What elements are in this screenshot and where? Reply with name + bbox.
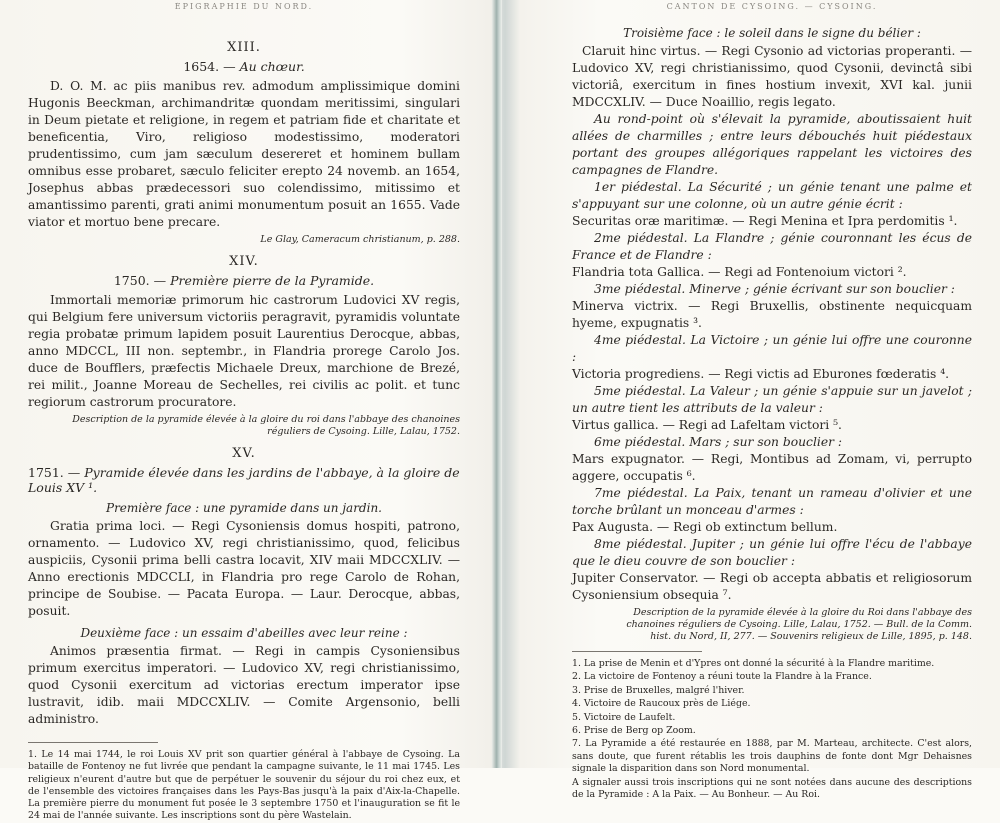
right-footnote-7: 7. La Pyramide a été restaurée en 1888, par M. Marteau, architecte. C'est alors, sans doute, que furent rétablis les trois dauphins de fonte dont Mgr Dehaisnes signale la disparition dans son Nord monumental. (572, 738, 972, 775)
second-face-text: Animos præsentia firmat. — Regi in campis Cysoniensibus primum exercitus imperatori. — Ludovico XV, regi christianissimo, quod Cysonii exercitum ad victorias erectum imperator ipse lustravit, idib. maii MDCCXLIV. — Comite Argensonio, belli administro. (28, 644, 460, 726)
third-face-title: Troisième face : le soleil dans le signe du bélier : (623, 26, 921, 40)
pedestal-6-description: 6me piédestal. Mars ; sur son bouclier : (594, 435, 843, 449)
right-page (572, 0, 972, 801)
pedestal-3-inscription: Minerva victrix. — Regi Bruxellis, obstinente nequicquam hyeme, expugnatis ³. (572, 299, 972, 330)
section-xiii-heading (28, 59, 460, 74)
pedestal-4-description: 4me piédestal. La Victoire ; un génie lui offre une couronne : (572, 333, 972, 364)
section-xv-date: 1751. (28, 465, 64, 480)
right-footnote-extra: A signaler aussi trois inscriptions qui ne sont notées dans aucune des descriptions de la Pyramide : A la Paix. — Au Bonheur. — Au Roi. (572, 776, 972, 801)
section-xiv-text: Immortali memoriæ primorum hic castrorum Ludovici XV regis, qui Belgium fere universum victoriis peragravit, pyramidis voluntate regia probatæ primum lapidem posuit Laurentius Derocque, abbas, anno MDCCL, III non. septembr., in Flandria prorege Carolo Jos. duce de Boufflers, præfectis Michaele Dreux, marchione de Brezé, rei milit., Joanne Moreau de Sechelles, rei civilis ac polit. et tunc regiorum castrorum procuratore. (28, 293, 460, 409)
pedestal-4-inscription: Victoria progrediens. — Regi victis ad Eburones fœderatis ⁴. (572, 367, 950, 381)
right-footnote-5: 5. Victoire de Laufelt. (572, 711, 676, 723)
left-footnote-rule (28, 742, 158, 743)
section-xv-heading (28, 465, 460, 495)
pedestal-1-description: 1er piédestal. La Sécurité ; un génie tenant une palme et s'appuyant sur une colonne, où un autre génie écrit : (572, 180, 972, 211)
right-footnote-6: 6. Prise de Berg op Zoom. (572, 725, 696, 737)
first-face-title: Première face : une pyramide dans un jardin. (106, 501, 382, 515)
pedestal-2-inscription: Flandria tota Gallica. — Regi ad Fontenoium victori ². (572, 265, 907, 279)
pedestal-2-description: 2me piédestal. La Flandre ; génie couronnant les écus de France et de Flandre : (572, 231, 972, 262)
pedestal-6-inscription: Mars expugnator. — Regi, Montibus ad Zomam, vi, perrupto aggere, occupatis ⁶. (572, 452, 972, 483)
pedestal-8-description: 8me piédestal. Jupiter ; un génie lui offre l'écu de l'abbaye que le dieu couvre de son bouclier : (572, 537, 972, 568)
pedestal-3-description: 3me piédestal. Minerve ; génie écrivant sur son bouclier : (594, 282, 955, 296)
section-xiv-date: 1750. (113, 273, 150, 288)
section-xiii-place: — Au chœur. (223, 59, 305, 74)
pedestal-7-description: 7me piédestal. La Paix, tenant un rameau d'olivier et une torche brûlant un monceau d'armes : (572, 486, 972, 517)
section-xiv-citation: Description de la pyramide élevée à la gloire du roi dans l'abbaye des chanoines réguliers de Cysoing. Lille, Lalau, 1752. (72, 414, 460, 437)
right-footnote-rule (572, 651, 702, 652)
rond-point-description: Au rond-point où s'élevait la pyramide, aboutissaient huit allées de charmilles ; entre leurs débouchés huit piédestaux portant des groupes allégoriques rappelant les victoires des campagnes de Flandre. (572, 112, 972, 177)
section-xiii-date: 1654. (183, 59, 220, 74)
right-footnotes (572, 658, 972, 801)
section-xiv-place: — Première pierre de la Pyramide. (153, 273, 375, 288)
right-footnote-1: 1. La prise de Menin et d'Ypres ont donné la sécurité à la Flandre maritime. (572, 658, 935, 669)
right-footnote-4: 4. Victoire de Raucoux près de Liége. (572, 698, 751, 710)
section-xv-number: XV. (232, 446, 256, 461)
right-footnote-3: 3. Prise de Bruxelles, malgré l'hiver. (572, 684, 745, 696)
section-xiii-text: D. O. M. ac piis manibus rev. admodum amplissimique domini Hugonis Beeckman, archimandritæ quondam meritissimi, singulari in Deum pietate et religione, in regem et patriam fide et charitate et beneficentia, Viro, religioso modestissimo, moderatori prudentissimo, cum jam sæculum desereret et hominem bullam omnibus esse probaret, sæculo feliciter erepto 24 novemb. an 1654, Josephus abbas prædecessori suo colendissimo, mitissimo et amantissimo parenti, grati animi monumentum posuit an 1655. Vade viator et mortuo bene precare. (28, 79, 460, 229)
left-page (28, 0, 460, 822)
right-citation: Description de la pyramide élevée à la gloire du Roi dans l'abbaye des chanoines réguliers de Cysoing. Lille, Lalau, 1752. — Bull. de la Comm. hist. du Nord, II, 277. — Souvenirs religieux de Lille, 1895, p. 148. (626, 607, 972, 642)
first-face-text: Gratia prima loci. — Regi Cysoniensis domus hospiti, patrono, ornamento. — Ludovico XV, regi christianissimo, quod, felicibus auspiciis, Cysonii prima belli castra locavit, XIV maii MDCCXLIV. — Anno erectionis MDCCLI, in Flandria pro rege Carolo de Rohan, principe de Soubise. — Pacata Europa. — Laur. Derocque, abbas, posuit. (28, 519, 460, 618)
book-gutter (492, 0, 502, 768)
section-xiv-number: XIV. (229, 254, 259, 269)
third-face-text: Claruit hinc virtus. — Regi Cysonio ad victorias properanti. — Ludovico XV, regi christianissimo, quod Cysonii, devinctâ sibi victoriâ, exercitum in fines hostium invexit, XVI kal. junii MDCCXLIV. — Duce Noaillio, regis legato. (572, 44, 972, 109)
pedestal-1-inscription: Securitas oræ maritimæ. — Regi Menina et Ipra perdomitis ¹. (572, 214, 958, 228)
section-xiv-heading (28, 273, 460, 288)
second-face-title: Deuxième face : un essaim d'abeilles avec leur reine : (80, 626, 408, 640)
pedestal-5-inscription: Virtus gallica. — Regi ad Lafeltam victori ⁵. (572, 418, 842, 432)
pedestal-5-description: 5me piédestal. La Valeur ; un génie s'appuie sur un javelot ; un autre tient les attributs de la valeur : (572, 384, 972, 415)
right-running-header: CANTON DE CYSOING. — CYSOING. (666, 2, 878, 11)
section-xiii-citation: Le Glay, Cameracum christianum, p. 288. (260, 234, 460, 245)
section-xv-place: — Pyramide élevée dans les jardins de l'abbaye, à la gloire de Louis XV ¹. (28, 465, 460, 495)
pedestal-list (572, 179, 972, 604)
right-footnote-2: 2. La victoire de Fontenoy a réuni toute la Flandre à la France. (572, 671, 872, 683)
pedestal-8-inscription: Jupiter Conservator. — Regi ob accepta abbatis et religiosorum Cysoniensium obsequia ⁷. (572, 571, 972, 602)
pedestal-7-inscription: Pax Augusta. — Regi ob extinctum bellum. (572, 520, 838, 534)
section-xiii-number: XIII. (227, 40, 261, 55)
left-footnote: 1. Le 14 mai 1744, le roi Louis XV prit son quartier général à l'abbaye de Cysoing. La bataille de Fontenoy ne fut livrée que pendant la campagne suivante, le 11 mai 1745. Les religieux n'eurent d'autre but que de perpétuer le souvenir du séjour du roi chez eux, et de l'ensemble des victoires françaises dans les Pays-Bas jusqu'à la paix d'Aix-la-Chapelle. La première pierre du monument fut posée le 3 septembre 1750 et l'inauguration se fit le 24 mai de l'année suivante. Les inscriptions sont du père Wastelain. (28, 749, 460, 822)
left-running-header: ÉPIGRAPHIE DU NORD. (174, 2, 314, 11)
